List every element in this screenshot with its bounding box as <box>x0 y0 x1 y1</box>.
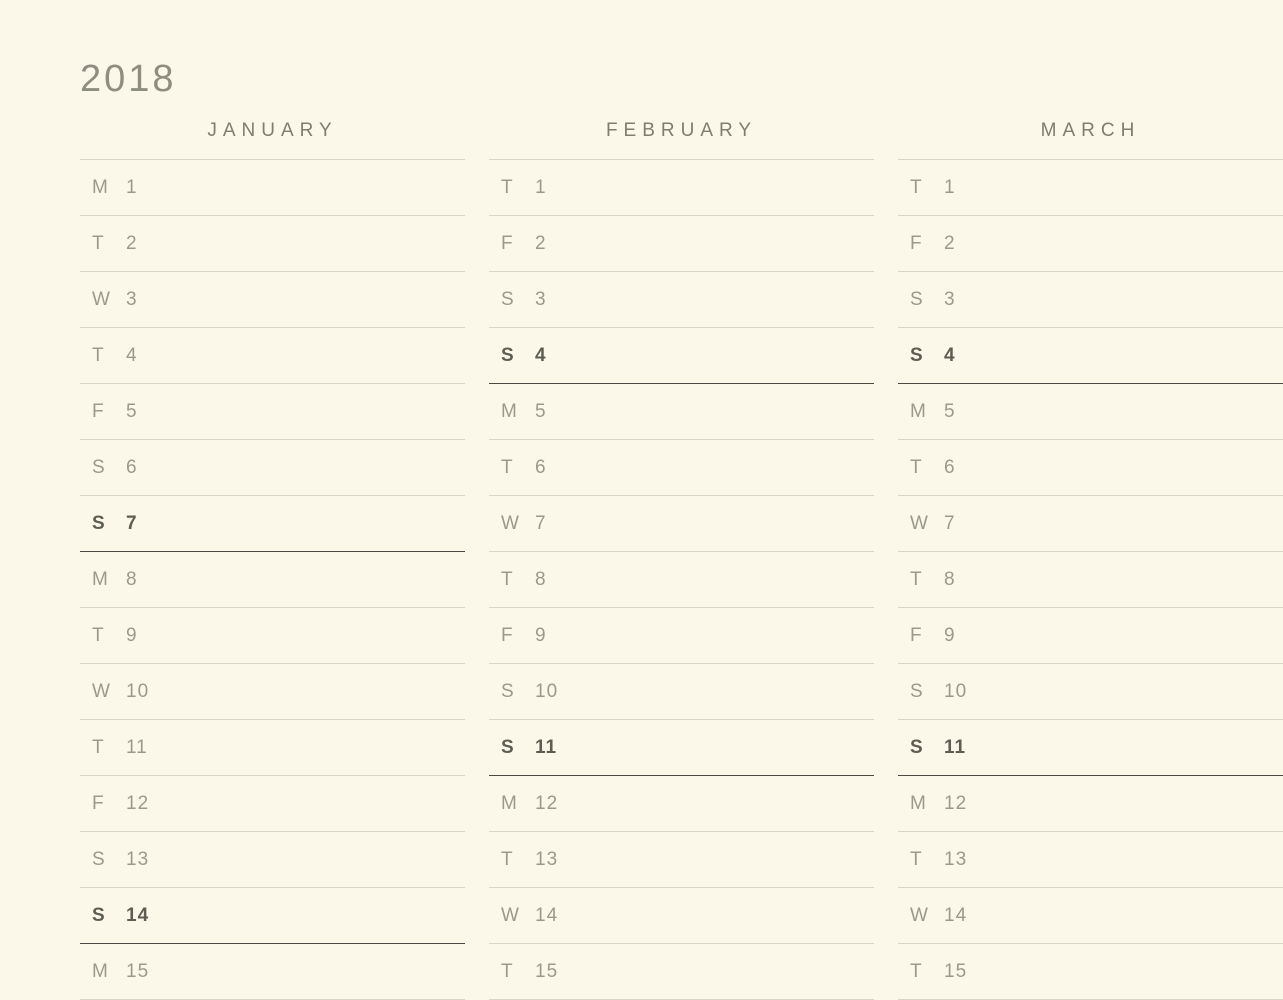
day-of-week-label: S <box>92 848 106 870</box>
day-row[interactable] <box>489 776 874 832</box>
day-of-week-label: W <box>501 904 520 926</box>
day-row[interactable] <box>898 776 1283 832</box>
day-of-week-label: F <box>910 232 923 254</box>
day-number: 1 <box>126 176 138 198</box>
day-number: 14 <box>126 904 150 926</box>
day-of-week-label: M <box>501 400 518 422</box>
day-row[interactable] <box>80 888 465 944</box>
day-number: 3 <box>944 288 956 310</box>
day-row[interactable] <box>80 160 465 216</box>
day-row[interactable] <box>898 552 1283 608</box>
day-of-week-label: T <box>501 848 514 870</box>
day-row[interactable] <box>80 440 465 496</box>
day-row[interactable] <box>80 216 465 272</box>
day-row[interactable] <box>489 272 874 328</box>
day-of-week-label: W <box>92 680 111 702</box>
day-row[interactable] <box>898 216 1283 272</box>
day-row[interactable] <box>898 384 1283 440</box>
day-row[interactable] <box>489 496 874 552</box>
day-number: 7 <box>944 512 956 534</box>
day-row[interactable] <box>898 160 1283 216</box>
day-row[interactable] <box>489 328 874 384</box>
day-of-week-label: T <box>501 176 514 198</box>
day-number: 6 <box>126 456 138 478</box>
day-of-week-label: T <box>501 456 514 478</box>
day-row[interactable] <box>898 720 1283 776</box>
day-of-week-label: F <box>92 400 105 422</box>
day-number: 9 <box>126 624 138 646</box>
day-row[interactable] <box>80 608 465 664</box>
day-number: 13 <box>126 848 150 870</box>
day-row[interactable] <box>489 216 874 272</box>
day-number: 4 <box>944 344 956 366</box>
day-number: 6 <box>944 456 956 478</box>
day-of-week-label: T <box>92 736 105 758</box>
day-number: 10 <box>944 680 968 702</box>
day-of-week-label: W <box>501 512 520 534</box>
month-column <box>489 120 874 1000</box>
day-of-week-label: W <box>910 904 929 926</box>
month-column <box>80 120 465 1000</box>
day-row[interactable] <box>898 272 1283 328</box>
day-of-week-label: S <box>92 904 106 926</box>
day-number: 11 <box>535 736 558 758</box>
day-of-week-label: T <box>910 568 923 590</box>
day-number: 12 <box>535 792 559 814</box>
month-column <box>898 120 1283 1000</box>
day-number: 11 <box>944 736 967 758</box>
day-number: 10 <box>535 680 559 702</box>
day-row[interactable] <box>80 384 465 440</box>
day-row[interactable] <box>489 552 874 608</box>
day-number: 15 <box>126 960 150 982</box>
day-number: 8 <box>126 568 138 590</box>
day-of-week-label: S <box>910 344 924 366</box>
day-of-week-label: T <box>910 176 923 198</box>
day-row[interactable] <box>489 384 874 440</box>
day-row[interactable] <box>489 832 874 888</box>
day-row[interactable] <box>489 944 874 1000</box>
month-name: MARCH <box>898 120 1283 160</box>
day-number: 7 <box>535 512 547 534</box>
day-row[interactable] <box>898 496 1283 552</box>
day-of-week-label: W <box>92 288 111 310</box>
day-row[interactable] <box>80 944 465 1000</box>
day-number: 11 <box>126 736 148 758</box>
day-row[interactable] <box>898 888 1283 944</box>
day-of-week-label: S <box>501 680 515 702</box>
day-of-week-label: M <box>910 792 927 814</box>
day-number: 4 <box>126 344 138 366</box>
day-of-week-label: S <box>501 736 515 758</box>
day-row[interactable] <box>489 440 874 496</box>
day-of-week-label: S <box>501 288 515 310</box>
day-of-week-label: F <box>910 624 923 646</box>
day-of-week-label: T <box>92 344 105 366</box>
day-number: 13 <box>535 848 559 870</box>
day-number: 1 <box>535 176 547 198</box>
day-of-week-label: M <box>92 176 109 198</box>
day-of-week-label: S <box>92 512 106 534</box>
day-number: 5 <box>535 400 547 422</box>
day-number: 8 <box>944 568 956 590</box>
day-row[interactable] <box>80 664 465 720</box>
day-row[interactable] <box>898 664 1283 720</box>
day-of-week-label: S <box>501 344 515 366</box>
day-number: 10 <box>126 680 150 702</box>
day-row[interactable] <box>80 776 465 832</box>
day-of-week-label: F <box>92 792 105 814</box>
day-of-week-label: M <box>92 568 109 590</box>
day-row[interactable] <box>898 328 1283 384</box>
day-number: 9 <box>944 624 956 646</box>
day-number: 5 <box>126 400 138 422</box>
day-number: 13 <box>944 848 968 870</box>
day-row[interactable] <box>898 440 1283 496</box>
day-of-week-label: S <box>910 736 924 758</box>
day-number: 7 <box>126 512 138 534</box>
day-number: 1 <box>944 176 956 198</box>
day-row[interactable] <box>80 496 465 552</box>
day-row[interactable] <box>489 720 874 776</box>
day-of-week-label: M <box>92 960 109 982</box>
day-row[interactable] <box>80 832 465 888</box>
day-number: 3 <box>126 288 138 310</box>
day-of-week-label: S <box>92 456 106 478</box>
day-of-week-label: T <box>910 848 923 870</box>
day-number: 14 <box>944 904 968 926</box>
day-row[interactable] <box>898 608 1283 664</box>
day-of-week-label: T <box>92 624 105 646</box>
day-row[interactable] <box>489 664 874 720</box>
day-number: 12 <box>944 792 968 814</box>
day-of-week-label: T <box>501 960 514 982</box>
day-row[interactable] <box>489 888 874 944</box>
day-of-week-label: T <box>92 232 105 254</box>
day-of-week-label: S <box>910 680 924 702</box>
day-row[interactable] <box>80 328 465 384</box>
day-number: 2 <box>126 232 138 254</box>
day-of-week-label: T <box>910 960 923 982</box>
day-number: 5 <box>944 400 956 422</box>
day-of-week-label: T <box>910 456 923 478</box>
day-number: 4 <box>535 344 547 366</box>
day-number: 15 <box>535 960 559 982</box>
day-row[interactable] <box>80 552 465 608</box>
day-number: 2 <box>535 232 547 254</box>
day-row[interactable] <box>898 832 1283 888</box>
day-row[interactable] <box>80 720 465 776</box>
day-row[interactable] <box>489 160 874 216</box>
day-of-week-label: F <box>501 624 514 646</box>
months-container <box>80 120 1283 1000</box>
day-of-week-label: S <box>910 288 924 310</box>
day-number: 15 <box>944 960 968 982</box>
day-number: 2 <box>944 232 956 254</box>
day-of-week-label: W <box>910 512 929 534</box>
day-row[interactable] <box>898 944 1283 1000</box>
day-number: 3 <box>535 288 547 310</box>
day-number: 8 <box>535 568 547 590</box>
year-title: 2018 <box>80 58 177 100</box>
day-row[interactable] <box>80 272 465 328</box>
day-row[interactable] <box>489 608 874 664</box>
day-of-week-label: T <box>501 568 514 590</box>
day-of-week-label: F <box>501 232 514 254</box>
day-number: 6 <box>535 456 547 478</box>
day-number: 12 <box>126 792 150 814</box>
month-name: FEBRUARY <box>489 120 874 160</box>
day-number: 14 <box>535 904 559 926</box>
day-of-week-label: M <box>501 792 518 814</box>
day-of-week-label: M <box>910 400 927 422</box>
month-name: JANUARY <box>80 120 465 160</box>
day-number: 9 <box>535 624 547 646</box>
